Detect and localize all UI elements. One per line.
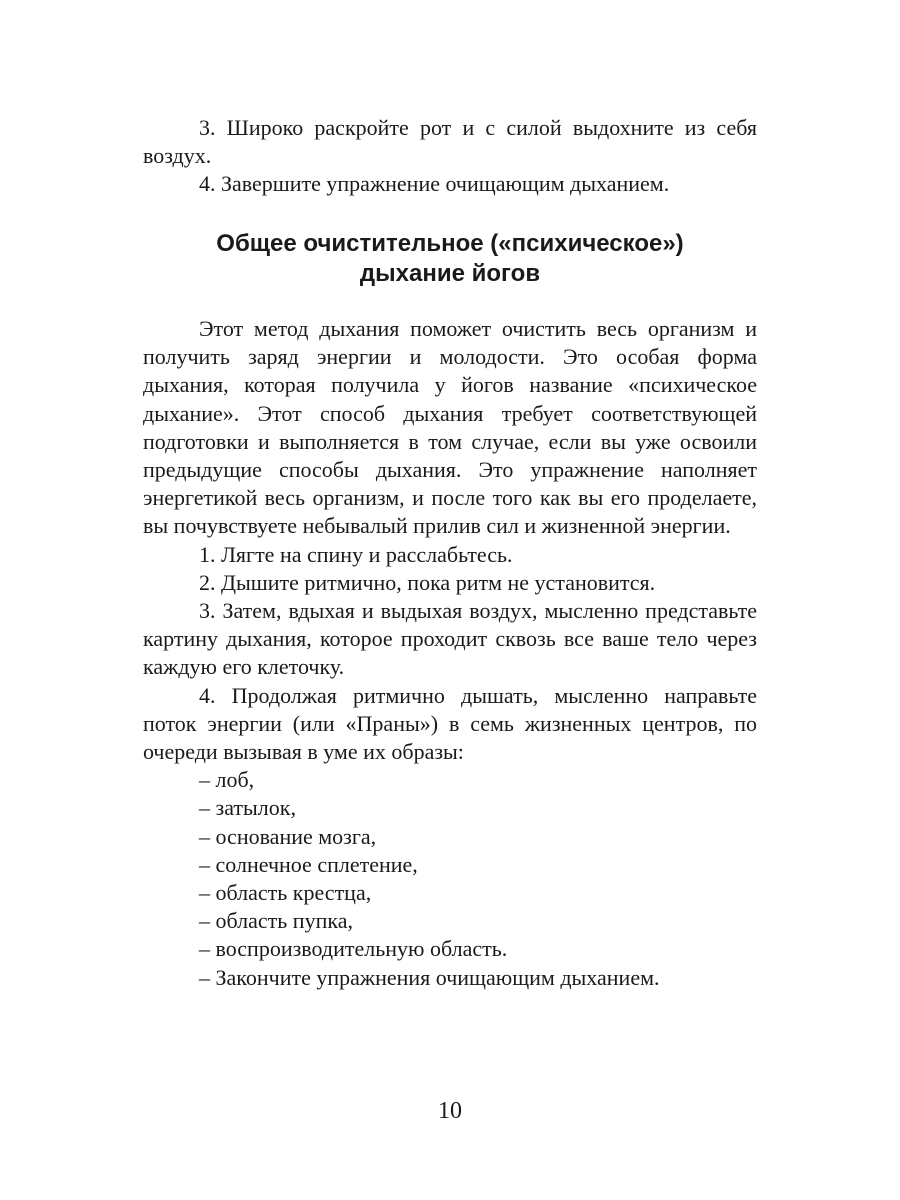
heading-line: Общее очистительное («психическое») — [216, 230, 684, 257]
center-list-item: – область пупка, — [199, 908, 353, 934]
center-list-item: – основание мозга, — [199, 823, 377, 849]
page-number: 10 — [438, 1098, 462, 1124]
center-list-item: – солнечное сплетение, — [199, 851, 418, 877]
step-paragraph: 1. Лягте на спину и расслабьтесь. — [199, 541, 513, 567]
step-paragraph: 2. Дышите ритмично, пока ритм не установится. — [199, 569, 656, 595]
previous-steps — [143, 114, 757, 199]
center-list-item: – Закончите упражнения очищающим дыханием. — [199, 964, 660, 990]
center-list-item: – затылок, — [199, 795, 296, 821]
step-paragraph: 4. Продолжая ритмично дышать, мысленно направьте поток энергии (или «Праны») в семь жизненных центров, по очереди вызывая в уме их образы: — [143, 682, 757, 765]
center-list-item: – воспроизводительную область. — [199, 936, 508, 962]
intro-paragraph: Этот метод дыхания поможет очистить весь организм и получить заряд энергии и молодости. Это особая форма дыхания, которая получила у йогов название «психическое дыхание». Этот способ дыхания требует соответствующей подготовки и выполняется в том случае, если вы уже освоили предыдущие способы дыхания. Это упражнение наполняет энергетикой весь организм, и после того как вы его проделаете, вы почувствуете небывалый прилив сил и жизненной энергии. — [143, 316, 757, 539]
section-heading — [143, 229, 757, 289]
step-paragraph: 3. Затем, вдыхая и выдыхая воздух, мысленно представьте картину дыхания, которое проходит сквозь все ваше тело через каждую его клеточку. — [143, 598, 757, 680]
step-paragraph: 4. Завершите упражнение очищающим дыханием. — [199, 171, 670, 197]
section-body — [143, 315, 757, 992]
step-paragraph: 3. Широко раскройте рот и с силой выдохните из себя воздух. — [143, 115, 757, 169]
center-list-item: – область крестца, — [199, 880, 372, 906]
heading-line: дыхание йогов — [359, 260, 541, 287]
center-list-item: – лоб, — [199, 767, 255, 793]
